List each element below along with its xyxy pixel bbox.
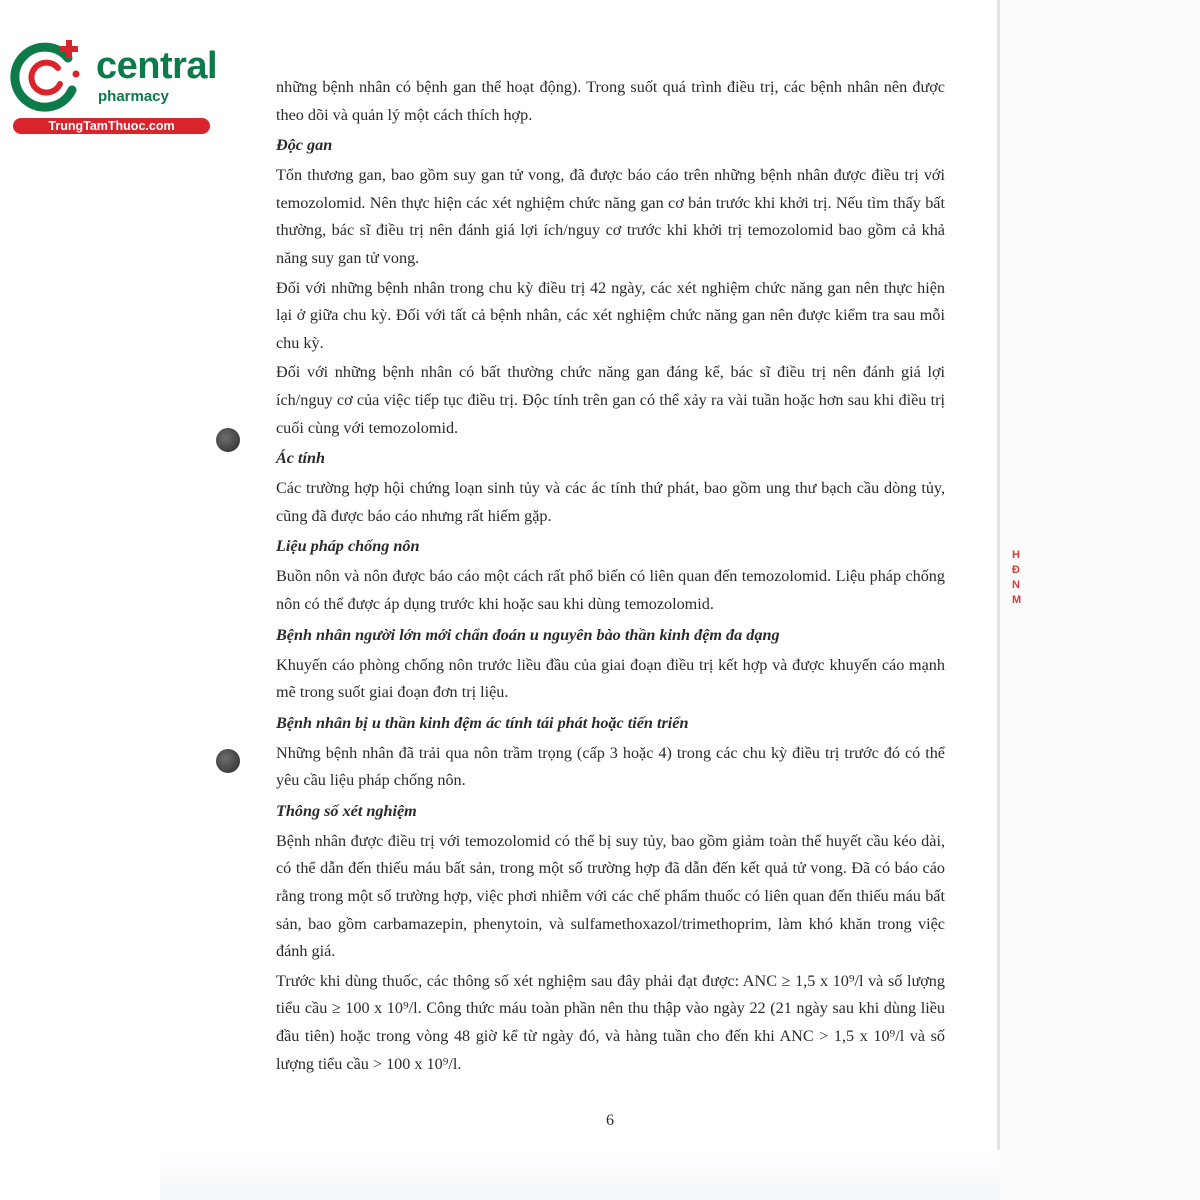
paragraph: Tổn thương gan, bao gồm suy gan tử vong, đã được báo cáo trên những bệnh nhân được điều trị với temozolomid. Nên thực hiện các xét nghiệm chức năng gan cơ bản trước khi khởi trị. Nếu tìm thấy bất thường, bác sĩ điều trị nên đánh giá lợi ích/nguy cơ trước khi khởi trị temozolomid bao gồm cả khả năng suy gan tử vong. bbox=[276, 166, 945, 267]
paragraph: Những bệnh nhân đã trải qua nôn trầm trọng (cấp 3 hoặc 4) trong các chu kỳ điều trị trước đó có thể yêu cầu liệu pháp chống nôn. bbox=[276, 743, 945, 790]
paragraph: những bệnh nhân có bệnh gan thể hoạt động). Trong suốt quá trình điều trị, các bệnh nhân nên được theo dõi và quản lý một cách thích hợp. bbox=[276, 78, 945, 124]
paragraph: Khuyến cáo phòng chống nôn trước liều đầu của giai đoạn điều trị kết hợp và được khuyến cáo mạnh mẽ trong suốt giai đoạn đơn trị liệu. bbox=[276, 655, 945, 702]
pharmacy-logo-icon bbox=[10, 38, 92, 116]
section-heading: Bệnh nhân người lớn mới chẩn đoán u nguyên bào thần kinh đệm đa dạng bbox=[276, 625, 780, 644]
paragraph: Trước khi dùng thuốc, các thông số xét nghiệm sau đây phải đạt được: ANC ≥ 1,5 x 10⁹/l và số lượng tiểu cầu ≥ 100 x 10⁹/l. Công thức máu toàn phần nên thu thập vào ngày 22 (21 ngày sau khi dùng liều đầu tiên) hoặc trong vòng 48 giờ kể từ ngày đó, và hàng tuần cho đến khi ANC > 1,5 x 10⁹/l và số lượng tiểu cầu > 100 x 10⁹/l. bbox=[276, 971, 945, 1073]
scan-bottom-tint bbox=[160, 1150, 1000, 1200]
brand-name: central bbox=[96, 45, 218, 87]
section-heading: Ác tính bbox=[276, 449, 326, 468]
red-stamp-fragment bbox=[1012, 548, 1038, 708]
stamp-line: M bbox=[1012, 594, 1022, 606]
central-pharmacy-logo bbox=[10, 38, 218, 138]
stamp-line: H bbox=[1012, 549, 1020, 561]
brand-site-banner: TrungTamThuoc.com bbox=[13, 118, 210, 134]
section-heading: Liệu pháp chống nôn bbox=[276, 537, 420, 556]
stamp-line: Đ bbox=[1012, 564, 1020, 576]
section-heading: Bệnh nhân bị u thần kinh đệm ác tính tái phát hoặc tiến triển bbox=[276, 713, 689, 732]
paragraph: Buồn nôn và nôn được báo cáo một cách rất phổ biến có liên quan đến temozolomid. Liệu pháp chống nôn có thể được áp dụng trước khi hoặc sau khi dùng temozolomid. bbox=[276, 567, 945, 613]
document-body bbox=[276, 74, 945, 1080]
paragraph: Đối với những bệnh nhân có bất thường chức năng gan đáng kể, bác sĩ điều trị nên đánh giá lợi ích/nguy cơ của việc tiếp tục điều trị. Độc tính trên gan có thể xảy ra vài tuần hoặc hơn sau khi điều trị cuối cùng với temozolomid. bbox=[276, 363, 945, 437]
stamp-line: N bbox=[1012, 579, 1020, 591]
paragraph: Bệnh nhân được điều trị với temozolomid có thể bị suy tủy, bao gồm giảm toàn thể huyết cầu kéo dài, có thể dẫn đến thiếu máu bất sản, trong một số trường hợp đã dẫn đến kết quả tử vong. Đã có báo cáo rằng trong một số trường hợp, việc phơi nhiễm với các chế phẩm thuốc có liên quan đến thiếu máu bất sản, bao gồm carbamazepin, phenytoin, và sulfamethoxazol/trimethoprim, làm khó khăn trong việc đánh giá. bbox=[276, 831, 945, 961]
section-heading: Độc gan bbox=[276, 136, 333, 155]
punch-hole-icon bbox=[216, 749, 240, 773]
punch-hole-icon bbox=[216, 428, 240, 452]
paragraph: Đối với những bệnh nhân trong chu kỳ điều trị 42 ngày, các xét nghiệm chức năng gan nên thực hiện lại ở giữa chu kỳ. Đối với tất cả bệnh nhân, các xét nghiệm chức năng gan nên được kiểm tra sau mỗi chu kỳ. bbox=[276, 278, 945, 352]
brand-tagline: pharmacy bbox=[98, 88, 169, 105]
section-heading: Thông số xét nghiệm bbox=[276, 801, 417, 820]
page-edge bbox=[997, 0, 1000, 1200]
page-number: 6 bbox=[606, 1112, 614, 1129]
paragraph: Các trường hợp hội chứng loạn sinh tủy và các ác tính thứ phát, bao gồm ung thư bạch cầu dòng tủy, cũng đã được báo cáo nhưng rất hiếm gặp. bbox=[276, 479, 945, 525]
